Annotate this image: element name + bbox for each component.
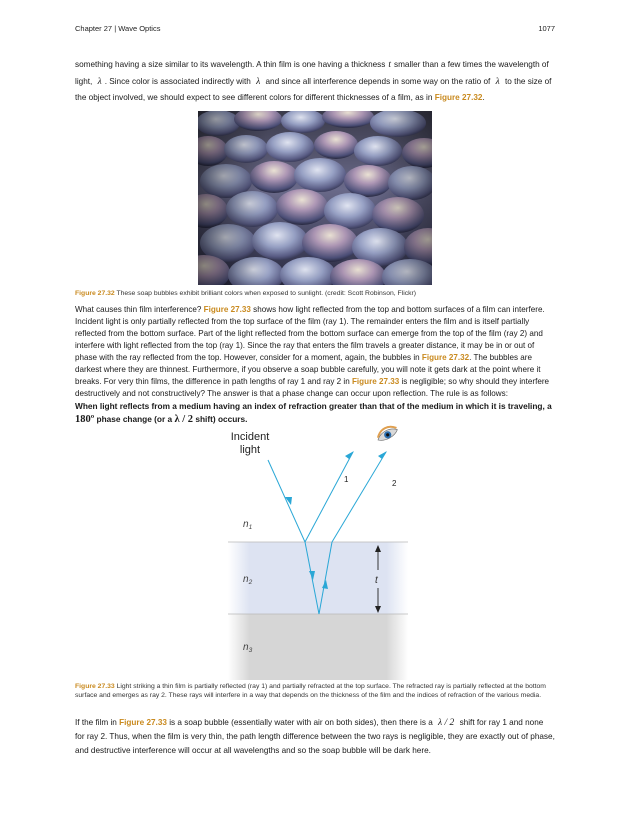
angle-180: 180º [75, 414, 95, 425]
page-number: 1077 [538, 24, 555, 33]
n2-label: $n_2$ [243, 574, 253, 586]
ray-2 [332, 452, 386, 542]
n3-label: $n_3$ [243, 642, 253, 654]
ray-1 [305, 452, 353, 542]
lambda-symbol: λ [256, 76, 261, 87]
figure-27-33-caption: Figure 27.33 Light striking a thin film is partially reflected (ray 1) and partially refracted at the top surface. The refracted ray is partially reflected at the bottom surface and emerges as ray 2. These rays will interfere in a way that depends on the thickness of the film and the indices of refraction of the various media. [75, 683, 546, 700]
n1-label: $n_1$ [243, 519, 253, 531]
lambda-symbol: λ [495, 76, 500, 87]
soap-bubbles-photo [198, 111, 432, 285]
thin-film-layer [228, 542, 408, 614]
incident-ray [268, 460, 305, 542]
thickness-variable: t [388, 60, 392, 70]
intro-paragraph: something having a size similar to its wavelength. A thin film is one having a thickness t smaller than a few times the wavelength of light, λ . Since color is associated indirectly with λ and since all interference depends in some way on the ratio of λ to the size of the object involved, we should expect to see different colors for different thicknesses of a film, as in Figure 27.32. [75, 60, 552, 102]
half-wavelength: λ / 2 [438, 718, 455, 728]
chapter-header: Chapter 27 | Wave Optics [75, 24, 161, 33]
lambda-symbol: λ [97, 76, 102, 87]
substrate-layer [228, 614, 408, 680]
figure-27-33-link[interactable]: Figure 27.33 [203, 305, 251, 314]
figure-27-33-link[interactable]: Figure 27.33 [351, 377, 400, 386]
half-wavelength: λ / 2 [174, 414, 194, 425]
ray-1-label: 1 [344, 475, 349, 484]
reflection-rule: When light reflects from a medium having an index of refraction greater than that of the medium in which it is traveling, a 180º phase change (or a λ / 2 shift) occurs. [75, 401, 552, 425]
thickness-label: t [375, 575, 378, 586]
body-paragraph: What causes thin film interference? Figure 27.33 shows how light reflected from the top and bottom surfaces of a film can interfere. Incident light is only partially reflected from the top surface of the film (ray 1). The remainder enters the film and is itself partially reflected from the bottom surface. Part of the light reflected from the bottom surface can emerge from the top of the film (ray 2) and interfere with light reflected from the top (ray 1). Since the ray that enters the film travels a greater distance, it may be in or out of phase with the ray reflected from the top. However, consider for a moment, again, the bubbles in Figure 27.32. The bubbles are darkest where they are thinnest. Furthermore, if you observe a soap bubble carefully, you will note it gets dark at the point where it breaks. For very thin films, the difference in path lengths of ray 1 and ray 2 in Figure 27.33 is negligible; so why should they interfere destructively and not constructively? The answer is that a phase change can occur upon reflection. The rule is as follows: [75, 305, 550, 398]
figure-27-33-link[interactable]: Figure 27.33 [119, 718, 167, 727]
incident-light-label: Incident [230, 431, 270, 443]
ray-2-label: 2 [392, 479, 397, 488]
figure-27-32-caption: Figure 27.32 These soap bubbles exhibit brilliant colors when exposed to sunlight. (credit: Scott Robinson, Flickr) [75, 290, 417, 297]
incident-light-label: light [239, 444, 261, 456]
figure-27-32-link[interactable]: Figure 27.32 [434, 93, 483, 102]
eye-icon [375, 425, 400, 443]
figure-27-32-link[interactable]: Figure 27.32 [421, 353, 470, 362]
closing-paragraph: If the film in Figure 27.33 is a soap bubble (essentially water with air on both sides), then there is a λ / 2 shift for ray 1 and none for ray 2. Thus, when the film is very thin, the path length difference between the two rays is negligible, they are exactly out of phase, and destructive interference will occur at all wavelengths and so the soap bubble will be dark here. [75, 718, 555, 755]
thin-film-diagram [228, 425, 428, 680]
